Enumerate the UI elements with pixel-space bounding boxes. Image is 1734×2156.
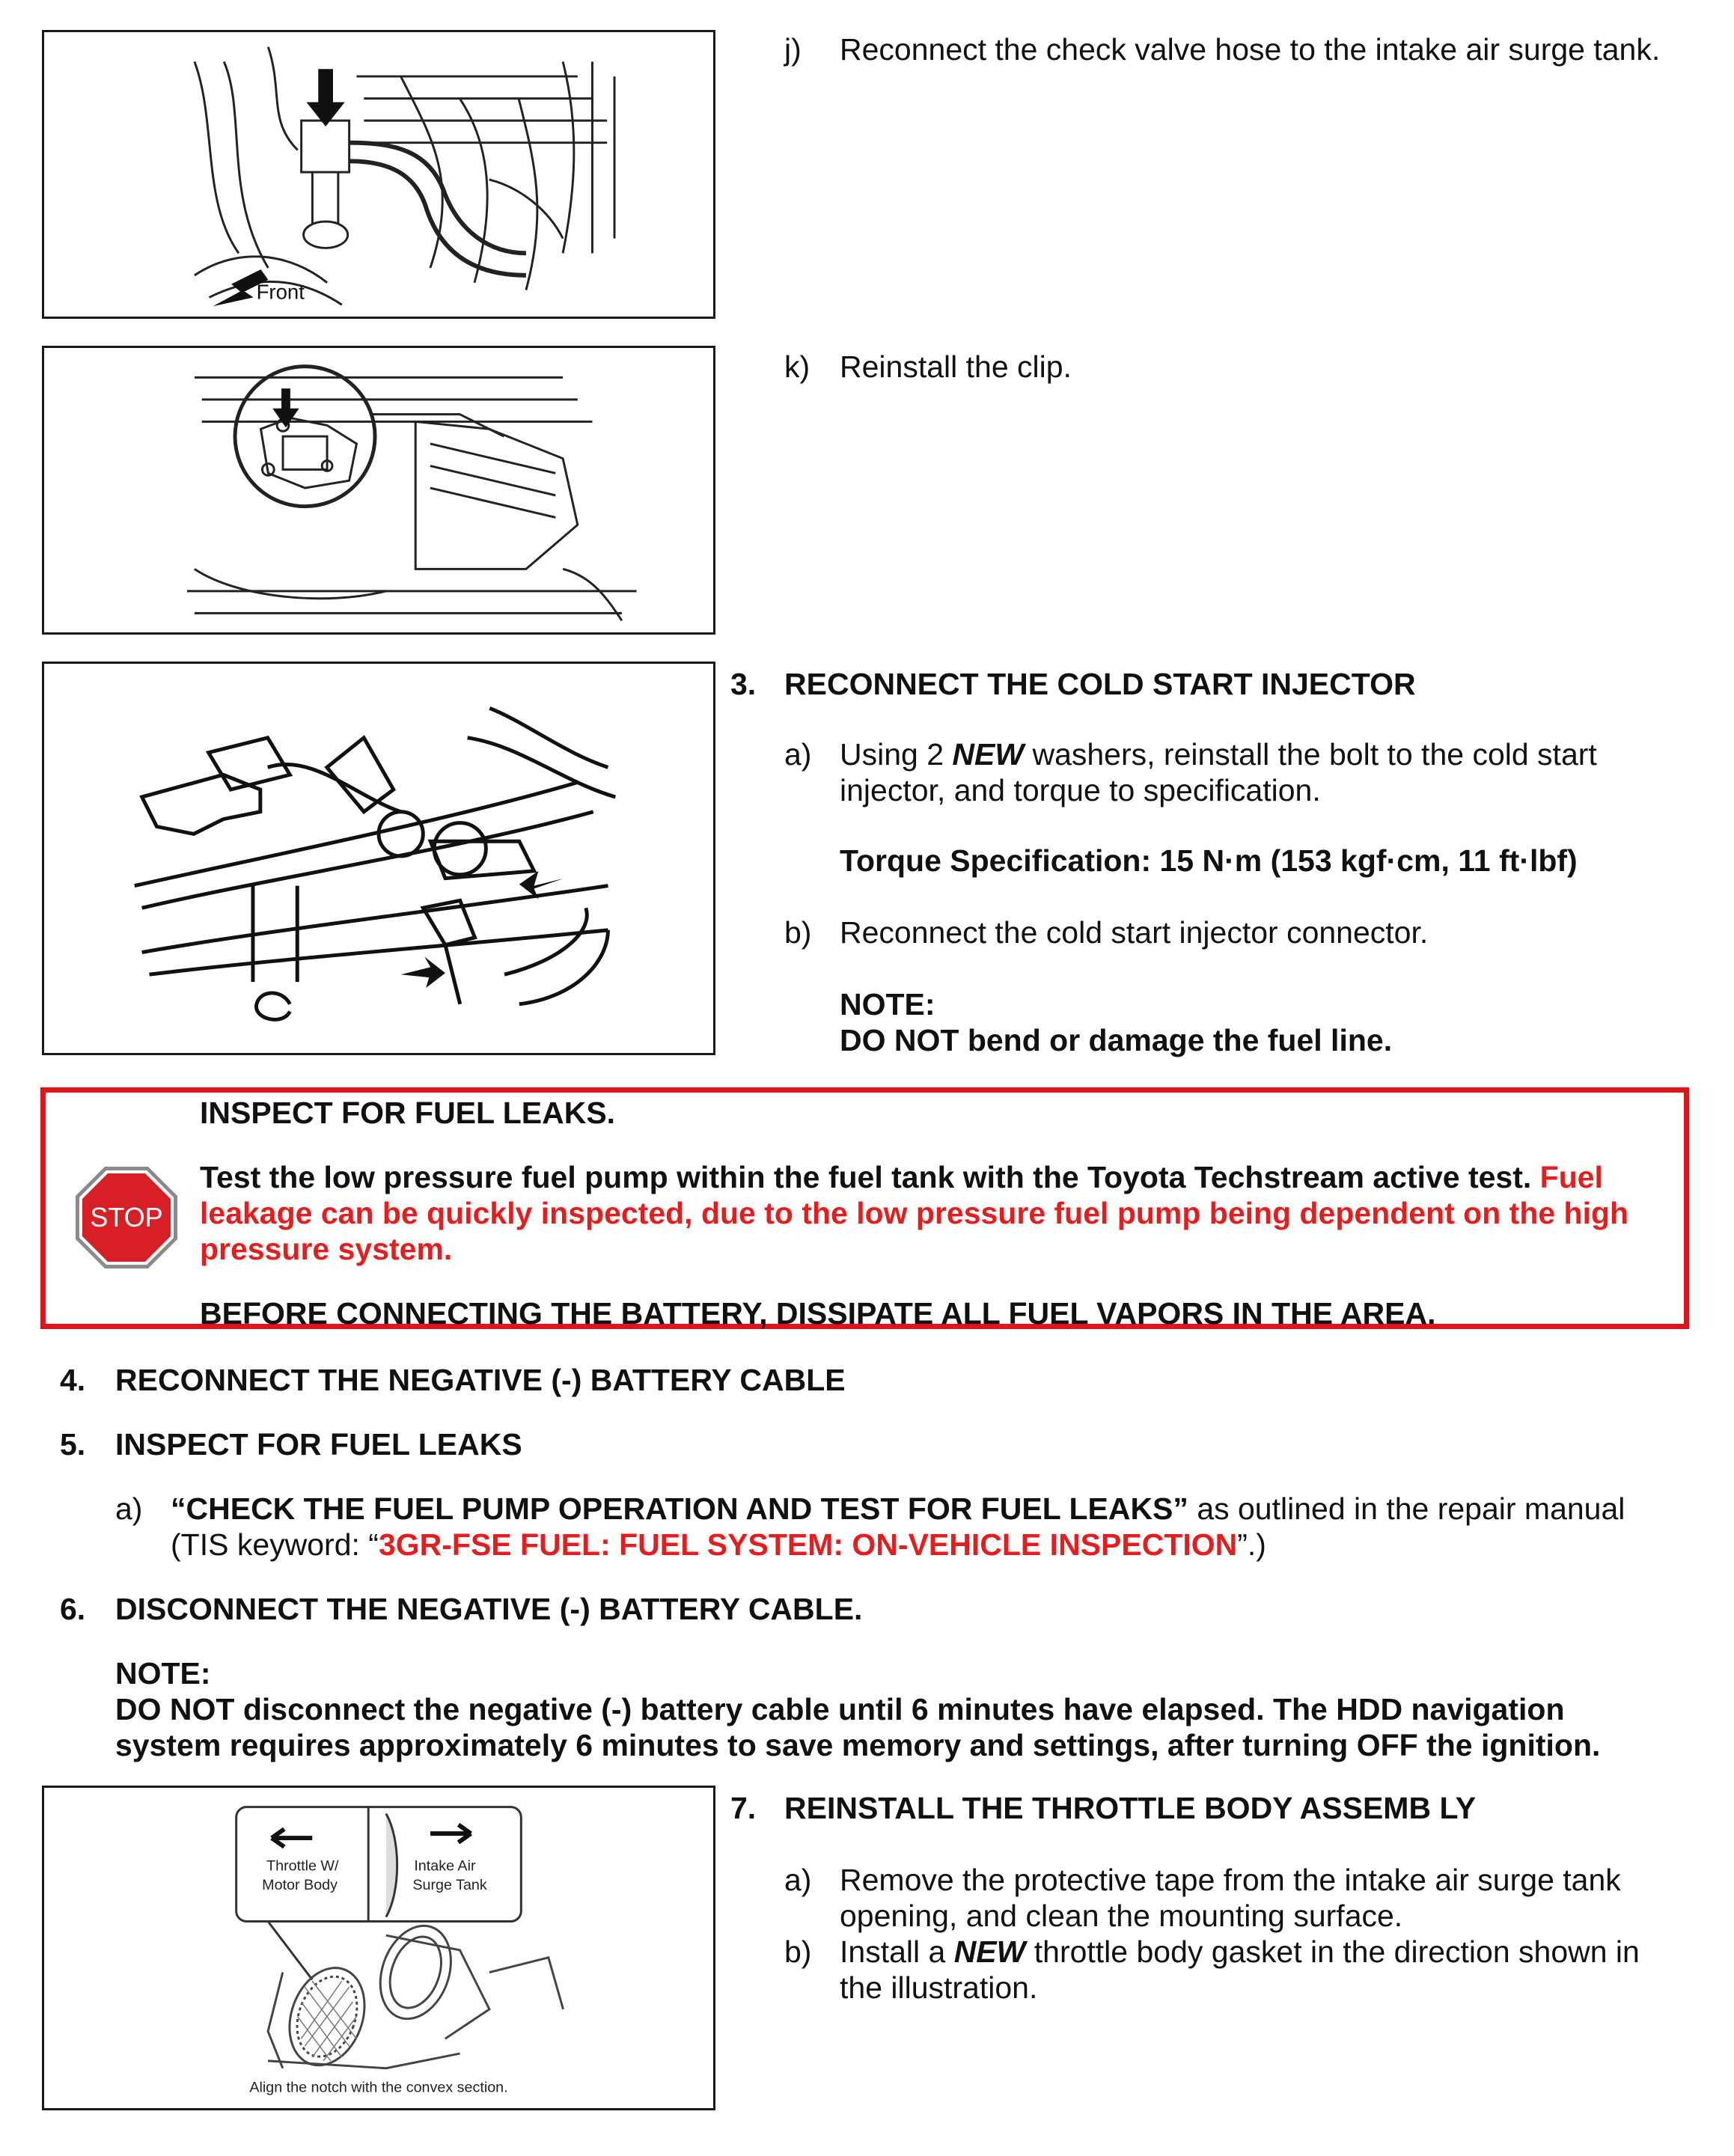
step-k-text: Reinstall the clip. — [840, 349, 1072, 384]
figure-clip — [42, 346, 715, 635]
torque-specification: Torque Specification: 15 N·m (153 kgf·cm, 11 ft·lbf) — [840, 843, 1578, 878]
step-j-text: Reconnect the check valve hose to the intake air surge tank. — [840, 32, 1661, 67]
section-4-title: RECONNECT THE NEGATIVE (-) BATTERY CABLE — [115, 1363, 846, 1397]
step-5a-marker: a) — [115, 1491, 143, 1526]
surge-tank-label-line2: Surge Tank — [412, 1877, 487, 1894]
step-7b-marker: b) — [784, 1934, 812, 1969]
section-7-number: 7. — [730, 1791, 757, 1825]
step-5a-quoted: “CHECK THE FUEL PUMP OPERATION AND TEST FOR FUEL LEAKS” — [171, 1491, 1188, 1526]
clip-illustration — [44, 348, 713, 632]
section-5-number: 5. — [60, 1427, 86, 1462]
section-6-note-line1: DO NOT disconnect the negative (-) battery cable until 6 minutes have elapsed. The HDD navigation — [115, 1692, 1565, 1726]
new-emphasis: NEW — [953, 1934, 1026, 1969]
step-5a-line2-pre: (TIS keyword: “ — [171, 1527, 379, 1562]
warning-line1-black: Test the low pressure fuel pump within the fuel tank with the Toyota Techstream active test. — [200, 1160, 1540, 1194]
step-3a-post: washers, reinstall the bolt to the cold start — [1024, 737, 1597, 772]
step-7b-line1 — [840, 1934, 1640, 1970]
step-7b-post: throttle body gasket in the direction shown in — [1025, 1934, 1640, 1969]
step-5a-rest: as outlined in the repair manual — [1188, 1491, 1625, 1526]
section-6-number: 6. — [60, 1592, 86, 1626]
section-7-title: REINSTALL THE THROTTLE BODY ASSEMB LY — [784, 1791, 1477, 1825]
tis-keyword: 3GR-FSE FUEL: FUEL SYSTEM: ON-VEHICLE INSPECTION — [378, 1527, 1238, 1562]
figure-cold-start-injector — [42, 662, 715, 1055]
step-j-marker: j) — [784, 32, 802, 67]
section-5-title: INSPECT FOR FUEL LEAKS — [115, 1427, 522, 1462]
step-k-marker: k) — [784, 349, 810, 384]
section-3-title: RECONNECT THE COLD START INJECTOR — [784, 667, 1416, 701]
cold-start-injector-illustration — [44, 664, 713, 1053]
section-6-note-line2: system requires approximately 6 minutes to save memory and settings, after turning OFF the ignition. — [115, 1728, 1601, 1762]
step-7a-marker: a) — [784, 1863, 812, 1897]
figure-caption: Align the notch with the convex section. — [249, 2079, 508, 2096]
throttle-gasket-illustration — [44, 1788, 713, 2108]
step-7a-line2: opening, and clean the mounting surface. — [840, 1899, 1403, 1933]
step-7b-line2: the illustration. — [840, 1970, 1038, 2005]
surge-tank-label-line1: Intake Air — [414, 1857, 476, 1875]
warning-line1 — [200, 1159, 1603, 1195]
figure-throttle-body-gasket — [42, 1786, 715, 2110]
warning-title: INSPECT FOR FUEL LEAKS. — [200, 1096, 616, 1130]
down-arrow-icon — [307, 69, 345, 126]
step-3a-text — [840, 736, 1597, 772]
step-7a-line1: Remove the protective tape from the intake air surge tank — [840, 1863, 1621, 1897]
warning-line1-red: Fuel — [1539, 1160, 1603, 1194]
note-label: NOTE: — [840, 987, 935, 1021]
stop-sign-icon — [74, 1165, 179, 1270]
note-text: DO NOT bend or damage the fuel line. — [840, 1023, 1393, 1057]
throttle-body-label-line2: Motor Body — [262, 1877, 338, 1894]
check-valve-hose-illustration — [44, 32, 713, 317]
warning-final: BEFORE CONNECTING THE BATTERY, DISSIPATE ALL FUEL VAPORS IN THE AREA. — [200, 1296, 1436, 1331]
step-3b-marker: b) — [784, 915, 812, 950]
section-6-title: DISCONNECT THE NEGATIVE (-) BATTERY CABLE. — [115, 1592, 863, 1626]
step-3b-text: Reconnect the cold start injector connector. — [840, 915, 1429, 950]
new-emphasis: NEW — [952, 737, 1025, 772]
step-3a-pre: Using 2 — [840, 737, 953, 772]
fuel-leak-warning-box — [40, 1087, 1689, 1329]
step-7b-pre: Install a — [840, 1934, 954, 1969]
section-6-note-label: NOTE: — [115, 1656, 211, 1691]
section-4-number: 4. — [60, 1363, 86, 1397]
throttle-body-label-line1: Throttle W/ — [266, 1857, 339, 1875]
front-label: Front — [256, 280, 305, 304]
arrow-icon — [401, 956, 445, 988]
step-3a-marker: a) — [784, 737, 812, 772]
step-5a-line2-post: ”.) — [1237, 1527, 1266, 1562]
step-5a-line2 — [171, 1527, 1266, 1563]
figure-check-valve-hose — [42, 30, 715, 319]
warning-line3: pressure system. — [200, 1232, 453, 1266]
stop-sign-text: STOP — [90, 1202, 163, 1233]
step-3a-line2: injector, and torque to specification. — [840, 773, 1321, 807]
step-5a-line1 — [171, 1491, 1625, 1527]
section-3-number: 3. — [730, 667, 757, 701]
warning-line2: leakage can be quickly inspected, due to the low pressure fuel pump being dependent on the high — [200, 1196, 1629, 1230]
